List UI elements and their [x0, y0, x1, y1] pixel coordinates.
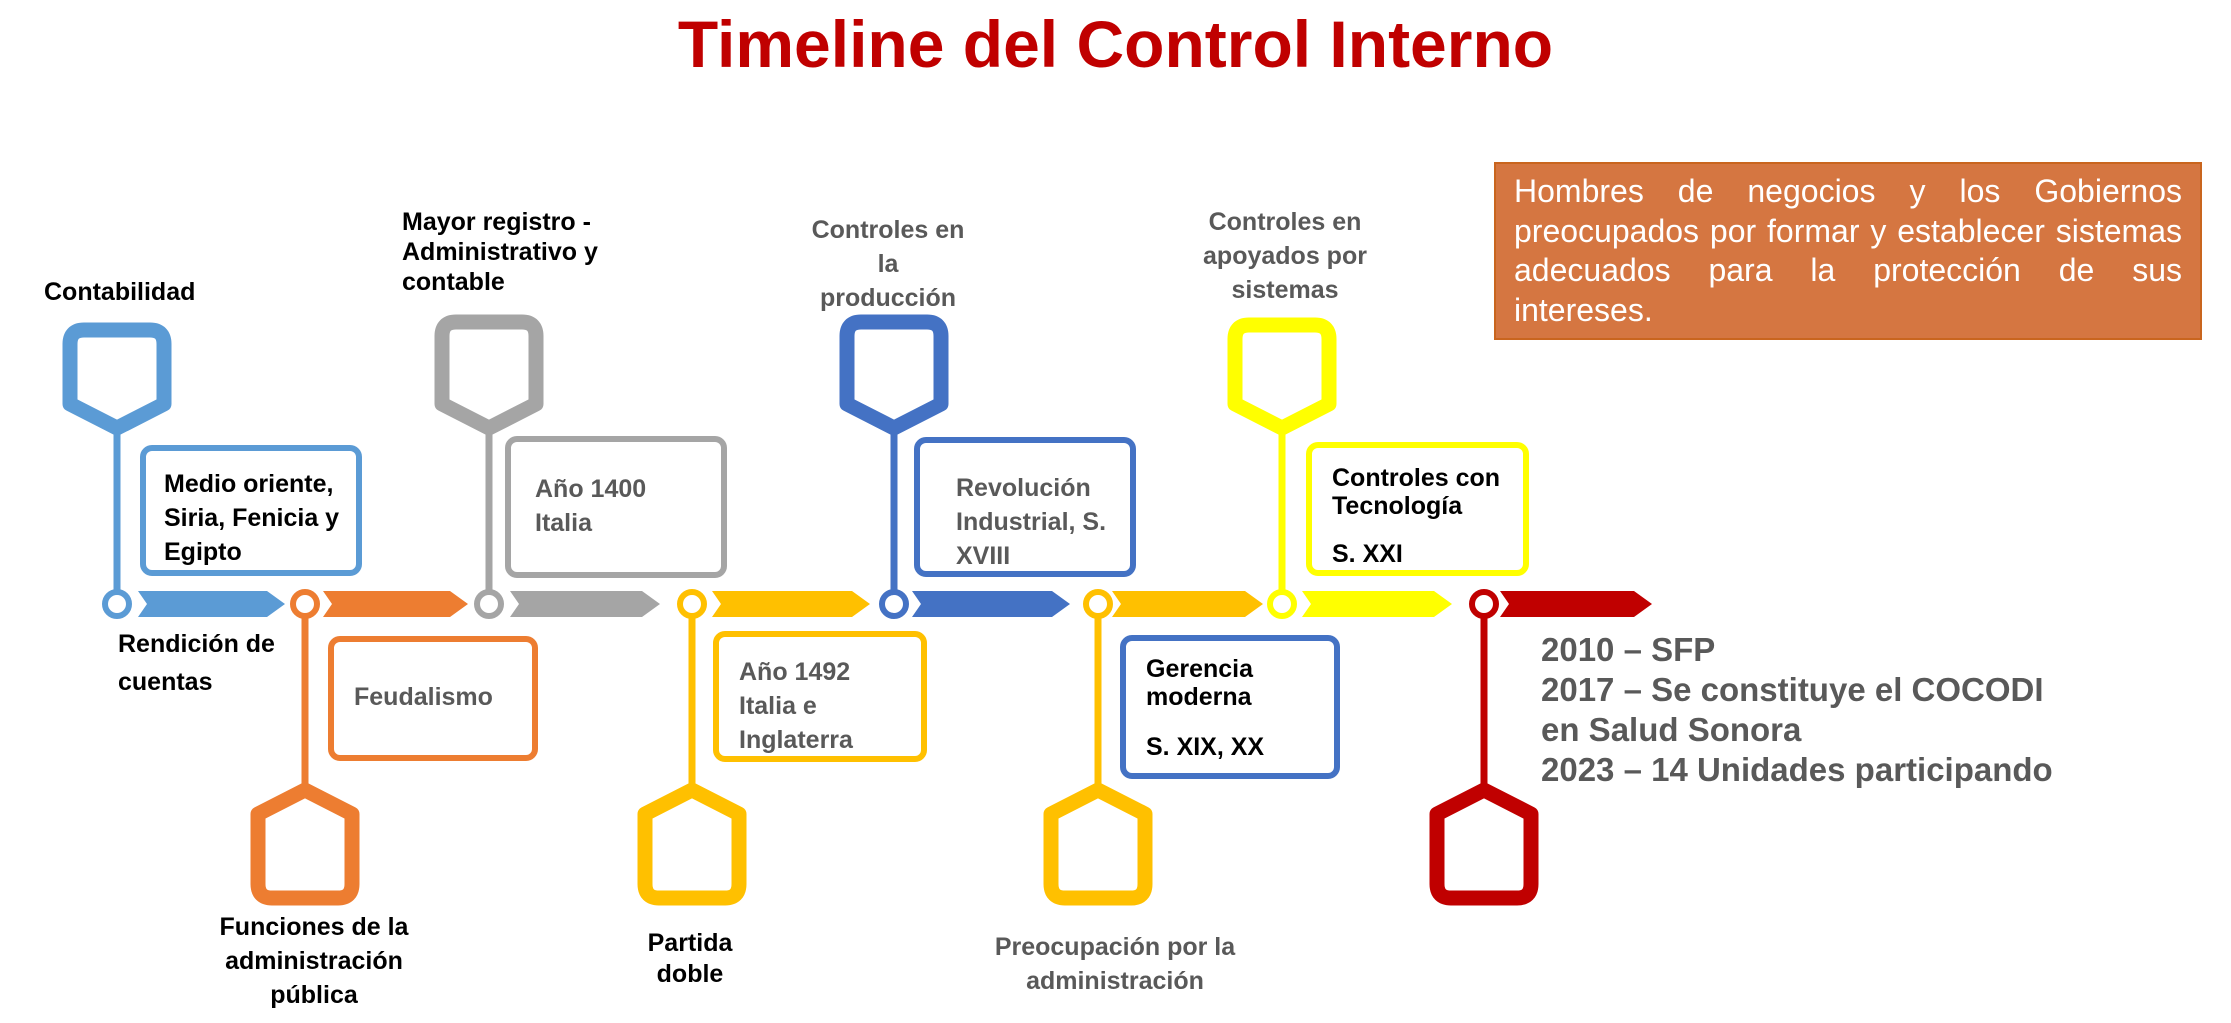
timeline-arrow-segment — [510, 591, 660, 617]
timeline-pin-ring — [882, 592, 906, 616]
label-funciones-administracion — [208, 910, 420, 1012]
label-line: la — [877, 250, 899, 278]
label-line: Partida — [647, 929, 733, 957]
box-line: moderna — [1146, 683, 1252, 711]
box-gerencia-moderna — [1120, 635, 1340, 779]
event-line: 2023 – 14 Unidades participando — [1541, 751, 2053, 788]
timeline-pin-ring — [1472, 592, 1496, 616]
label-line: cuentas — [118, 668, 213, 696]
box-line: Tecnología — [1332, 492, 1463, 520]
box-ano-1492 — [713, 631, 927, 762]
box-feudalismo — [328, 636, 538, 761]
box-line: Feudalismo — [354, 683, 493, 711]
box-line: Egipto — [164, 538, 242, 566]
box-controles-tecnologia — [1306, 442, 1529, 576]
timeline-pin-head — [1437, 790, 1531, 898]
timeline-arrow-segment — [323, 591, 468, 617]
label-controles-sistemas — [1195, 205, 1375, 307]
label-line: apoyados por — [1203, 242, 1367, 270]
label-line: doble — [656, 959, 724, 988]
label-contabilidad — [44, 275, 195, 309]
timeline-arrow-segment — [1112, 591, 1263, 617]
label-line: contable — [402, 268, 505, 296]
box-line: Gerencia — [1146, 655, 1254, 683]
timeline-pin-ring — [293, 592, 317, 616]
label-line: administración — [225, 947, 403, 975]
box-line: S. XXI — [1332, 540, 1403, 568]
box-line: Revolución — [956, 474, 1091, 502]
timeline-pin-head — [258, 790, 352, 898]
events-list — [1541, 630, 2053, 790]
box-line: Italia e — [739, 692, 817, 720]
page-title: Timeline del Control Interno — [677, 7, 1554, 81]
timeline-pin-head — [847, 322, 941, 428]
label-preocupacion-administracion — [980, 930, 1250, 998]
label-controles-produccion — [798, 213, 978, 315]
label-line: Rendición de — [118, 630, 275, 658]
box-line: Controles con — [1332, 464, 1501, 492]
timeline-arrow-segment — [138, 591, 285, 617]
note-box: Hombres de negocios y los Gobiernos preocupados por formar y establecer sistemas adecuados para la protección de sus intereses. — [1494, 162, 2202, 340]
label-line: administración — [1026, 967, 1204, 995]
timeline-pin-head — [70, 330, 164, 428]
event-line: en Salud Sonora — [1541, 711, 1802, 748]
label-line: producción — [819, 284, 957, 312]
event-line: 2017 – Se constituye el COCODI — [1541, 671, 2044, 708]
timeline-pin-head — [1051, 790, 1145, 898]
event-line: 2010 – SFP — [1541, 631, 1716, 668]
box-revolucion-industrial — [914, 437, 1136, 577]
label-mayor-registro — [402, 207, 598, 297]
timeline-arrow-segment — [1500, 591, 1652, 617]
timeline-pin-ring — [1086, 592, 1110, 616]
timeline-pin-head — [1235, 325, 1329, 428]
box-line: Inglaterra — [739, 726, 853, 754]
label-partida-doble — [630, 928, 750, 989]
box-line: Italia — [535, 509, 592, 537]
timeline-pin-head — [645, 790, 739, 898]
label-line: Preocupación por la — [994, 933, 1236, 961]
box-line: Siria, Fenicia y — [164, 504, 340, 532]
box-line: Año 1400 — [535, 475, 647, 503]
box-medio-oriente — [140, 445, 362, 576]
label-rendicion-de-cuentas — [118, 627, 275, 699]
timeline-pin-head — [442, 322, 536, 428]
label-line: Controles en — [1208, 208, 1362, 236]
label-line: Controles en — [811, 216, 965, 244]
box-line: XVIII — [956, 542, 1011, 570]
label-line: pública — [270, 981, 358, 1009]
timeline-arrow-segment — [912, 591, 1070, 617]
label-line: Funciones de la — [219, 913, 409, 941]
label-line: Contabilidad — [44, 278, 196, 306]
label-line: Mayor registro - — [402, 208, 591, 236]
timeline-arrow-segment — [712, 591, 870, 617]
box-line: Año 1492 — [739, 658, 851, 686]
timeline-pin-ring — [1270, 592, 1294, 616]
box-ano-1400 — [505, 436, 727, 578]
timeline-pin-ring — [680, 592, 704, 616]
box-line: Medio oriente, — [164, 470, 334, 498]
timeline-arrow-segment — [1302, 591, 1452, 617]
timeline-pin-ring — [477, 592, 501, 616]
label-line: Administrativo y — [402, 238, 598, 266]
box-line: Industrial, S. — [956, 508, 1107, 536]
timeline-pin-ring — [105, 592, 129, 616]
box-line: S. XIX, XX — [1146, 733, 1265, 761]
label-line: sistemas — [1231, 276, 1339, 304]
